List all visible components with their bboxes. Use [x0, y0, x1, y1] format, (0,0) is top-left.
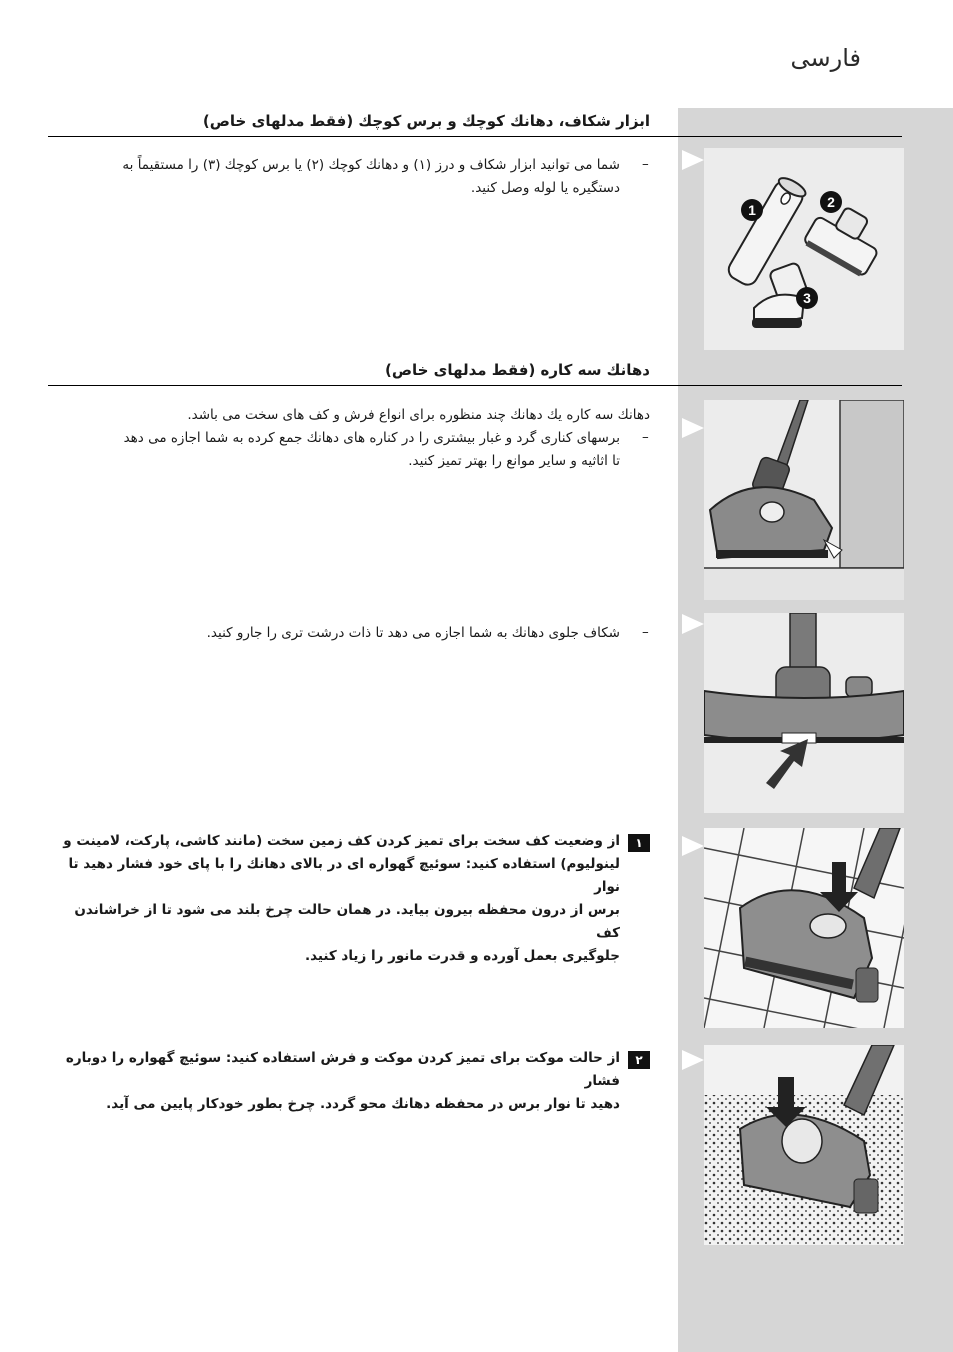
step1-line: جلوگیری بعمل آورده و قدرت مانور را زیاد کنید. [304, 948, 620, 964]
carpet-illustration [704, 1045, 904, 1245]
section1-heading: ابزار شکاف، دهانك کوچك و برس کوچك (فقط مدلهای خاص) [202, 112, 650, 130]
step1-line: برس از درون محفظه بیرون بیاید. در همان حالت چرخ بلند می شود تا از خراشاندن کف [74, 902, 620, 941]
section2-intro: دهانك سه کاره یك دهانك چند منظوره برای انواع فرش و کف های سخت می باشد. [187, 407, 650, 423]
panel-pointer [682, 614, 704, 634]
step1-line: از وضعیت کف سخت برای تمیز کردن کف زمین سخت (مانند کاشی، پارکت، لامینت و [63, 833, 620, 849]
callout-3: 3 [803, 290, 811, 306]
callout-2: 2 [827, 194, 835, 210]
panel-pointer [682, 1050, 704, 1070]
section1-bullet-line: شما می توانید ابزار شکاف و درز (۱) و دهانك کوچك (۲) یا برس کوچك (۳) را مستقیماً به [122, 157, 620, 173]
step1-line: لینولیوم) استفاده کنید: سوئیچ گهواره ای در بالای دهانك را با پای خود فشار دهید تا نوار [68, 856, 620, 895]
carpet-drawing [704, 1045, 904, 1245]
accessories-drawing [704, 148, 904, 350]
panel-pointer [682, 418, 704, 438]
section2-bullet1-line: برسهای کناری گرد و غبار بیشتری را در کناره های دهانك جمع کرده به شما اجازه می دهد [123, 430, 620, 446]
bullet-dash: – [642, 156, 649, 172]
bullet-dash: – [642, 429, 649, 445]
section2-bullet2: شکاف جلوی دهانك به شما اجازه می دهد تا ذات درشت تری را جارو کنید. [206, 625, 620, 641]
step1-number: ۱ [628, 834, 650, 852]
section1-bullet [60, 154, 620, 200]
section2-bullet1 [40, 427, 620, 473]
front-slot-illustration [704, 613, 904, 813]
hard-floor-illustration [704, 828, 904, 1028]
language-title: فارسی [790, 44, 861, 72]
hard-floor-drawing [704, 828, 904, 1028]
bullet-dash: – [642, 624, 649, 640]
step2-line: از حالت موکت برای تمیز کردن موکت و فرش استفاده کنید: سوئیچ گهواره را دوباره فشار [65, 1050, 620, 1089]
step2-line: دهید تا نوار برس در محفظه دهانك محو گردد. چرخ بطور خودکار پایین می آید. [106, 1096, 620, 1112]
step1-text [60, 830, 620, 968]
section2-bullet1-line: تا اثاثیه و سایر موانع را بهتر تمیز کنید. [408, 453, 620, 469]
accessories-illustration [704, 148, 904, 350]
panel-pointer [682, 836, 704, 856]
step2-text [60, 1047, 620, 1116]
section2-rule [48, 385, 902, 386]
section1-bullet-line: دستگیره یا لوله وصل کنید. [470, 180, 620, 196]
section2-heading: دهانك سه کاره (فقط مدلهای خاص) [384, 361, 650, 379]
front-slot-drawing [704, 613, 904, 813]
callout-1: 1 [748, 202, 756, 218]
side-brush-drawing [704, 400, 904, 600]
panel-pointer [682, 150, 704, 170]
section1-rule [48, 136, 902, 137]
side-brush-illustration [704, 400, 904, 600]
step2-number: ۲ [628, 1051, 650, 1069]
